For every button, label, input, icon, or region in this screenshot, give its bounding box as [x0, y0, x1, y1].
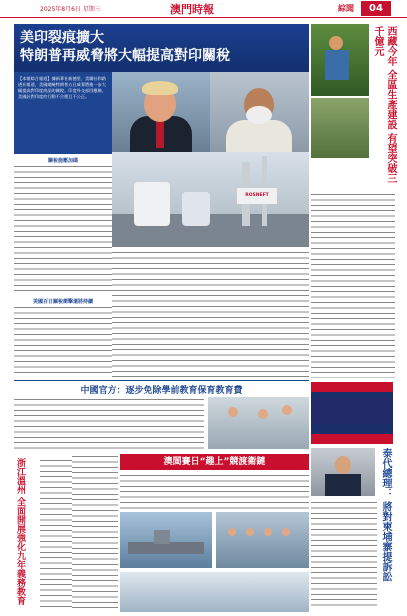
body-text — [14, 164, 112, 294]
china-headline: 中國官方：逐步免除學前教育保育教育費 — [80, 386, 243, 396]
crew-photo — [216, 512, 309, 568]
tibet-story — [309, 24, 395, 378]
section-name: 綜聞 — [338, 4, 354, 13]
tibet-headline: 西藏今年 全區生產建設 有望突破三千億元 — [372, 26, 396, 183]
zhejiang-headline: 浙江溫州 全面開展強化九年義務教育 — [15, 458, 25, 606]
warship-photo — [120, 512, 212, 568]
newspaper-logo: 澳門時報 — [170, 3, 214, 16]
zhejiang-body-text — [40, 458, 72, 608]
subhead-1: 關稅施壓加碼 — [47, 158, 78, 164]
subhead-2: 美國百日關稅衝擊還將持續 — [32, 299, 93, 305]
main-headline — [14, 24, 309, 72]
china-body-text — [14, 397, 204, 451]
modi-photo — [210, 72, 309, 152]
kindergarten-photo — [208, 397, 309, 449]
zhejiang-story — [14, 454, 72, 612]
headline-line-1: 美印裂痕擴大 — [20, 30, 104, 46]
thai-pm-photo — [311, 448, 375, 496]
issue-date: 2025年8月6日 星期三 — [40, 6, 101, 13]
macao-story — [120, 454, 309, 612]
rosneft-sign: ROSNEFT — [237, 188, 277, 204]
body-text — [14, 305, 112, 377]
headline-line-2: 特朗普再威脅將大幅提高對印關稅 — [20, 48, 230, 64]
trump-photo — [112, 72, 210, 152]
macao-headline-bar — [120, 454, 309, 470]
macao-body-text — [120, 473, 309, 509]
macao-headline: 澳閩賽日“趣上”競渡衛鏈 — [163, 457, 266, 467]
refinery-photo — [112, 152, 309, 247]
zhejiang-body-text-2 — [72, 454, 118, 612]
page-number: 04 — [361, 1, 391, 16]
lead-paragraph: 【本報綜合報道】據新華社新德里、美聯社和路透社報道，美國總統特朗普五日威脅將進一步大幅提高對印度商品的關稅。印度外交部回應稱，美國針對印度的行動不合理且不公正。 — [14, 72, 112, 154]
page-header — [0, 0, 407, 18]
main-column-1 — [14, 157, 112, 297]
thai-story — [309, 380, 395, 612]
main-column-1b — [14, 298, 112, 378]
tibet-farm-photo — [311, 24, 369, 96]
thai-headline: 泰代總理： 將對柬埔寨提訴訟 — [380, 448, 391, 582]
thai-flag-image — [311, 382, 393, 444]
main-body-columns — [112, 250, 309, 378]
tibet-body-text — [311, 192, 395, 378]
event-photo — [120, 572, 309, 612]
china-story — [14, 380, 309, 450]
tibet-field-photo — [311, 98, 369, 158]
thai-body-text — [311, 500, 377, 610]
